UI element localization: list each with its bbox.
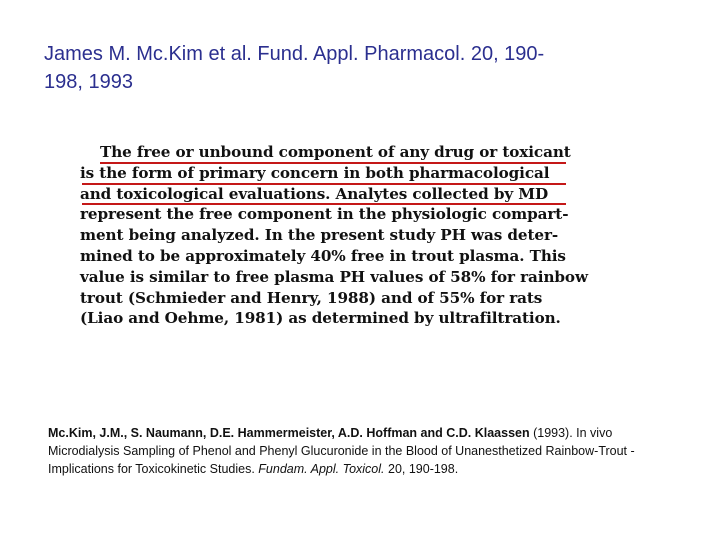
red-underline — [82, 183, 566, 185]
red-underline — [82, 203, 566, 205]
citation-authors: Mc.Kim, J.M., S. Naumann, D.E. Hammermeister, A.D. Hoffman and C.D. Klaassen — [48, 426, 530, 440]
slide-title — [44, 40, 684, 96]
excerpt-line: mined to be approximately 40% free in trout plasma. This — [80, 246, 566, 265]
excerpt-line: The free or unbound component of any drug or toxicant — [100, 143, 571, 161]
citation-journal: Fundam. Appl. Toxicol. — [258, 462, 385, 476]
excerpt-line: value is similar to free plasma PH values of 58% for rainbow — [80, 267, 588, 286]
excerpt-line: and toxicological evaluations. Analytes collected by MD — [80, 184, 549, 203]
slide-title-line-2: 198, 1993 — [44, 71, 133, 93]
excerpt-line: is the form of primary concern in both pharmacological — [80, 163, 550, 182]
excerpt-line: represent the free component in the physiologic compart- — [80, 205, 569, 224]
scanned-excerpt — [80, 142, 588, 329]
excerpt-line: trout (Schmieder and Henry, 1988) and of 55% for rats — [80, 288, 543, 307]
citation-volume-pages: 20, 190-198. — [384, 462, 459, 476]
red-underline — [100, 162, 566, 164]
reference-citation — [48, 424, 668, 478]
excerpt-line: ment being analyzed. In the present study PH was deter- — [80, 226, 559, 245]
citation-year-title: (1993). In vivo Microdialysis Sampling of Phenol and Phenyl Glucuronide in the Blood of Unanesthetized Rainbow-Trout - Implications for Toxicokinetic Studies. — [48, 426, 635, 476]
slide-title-line-1: James M. Mc.Kim et al. Fund. Appl. Pharmacol. 20, 190- — [44, 43, 545, 65]
excerpt-line: (Liao and Oehme, 1981) as determined by ultrafiltration. — [80, 309, 561, 328]
